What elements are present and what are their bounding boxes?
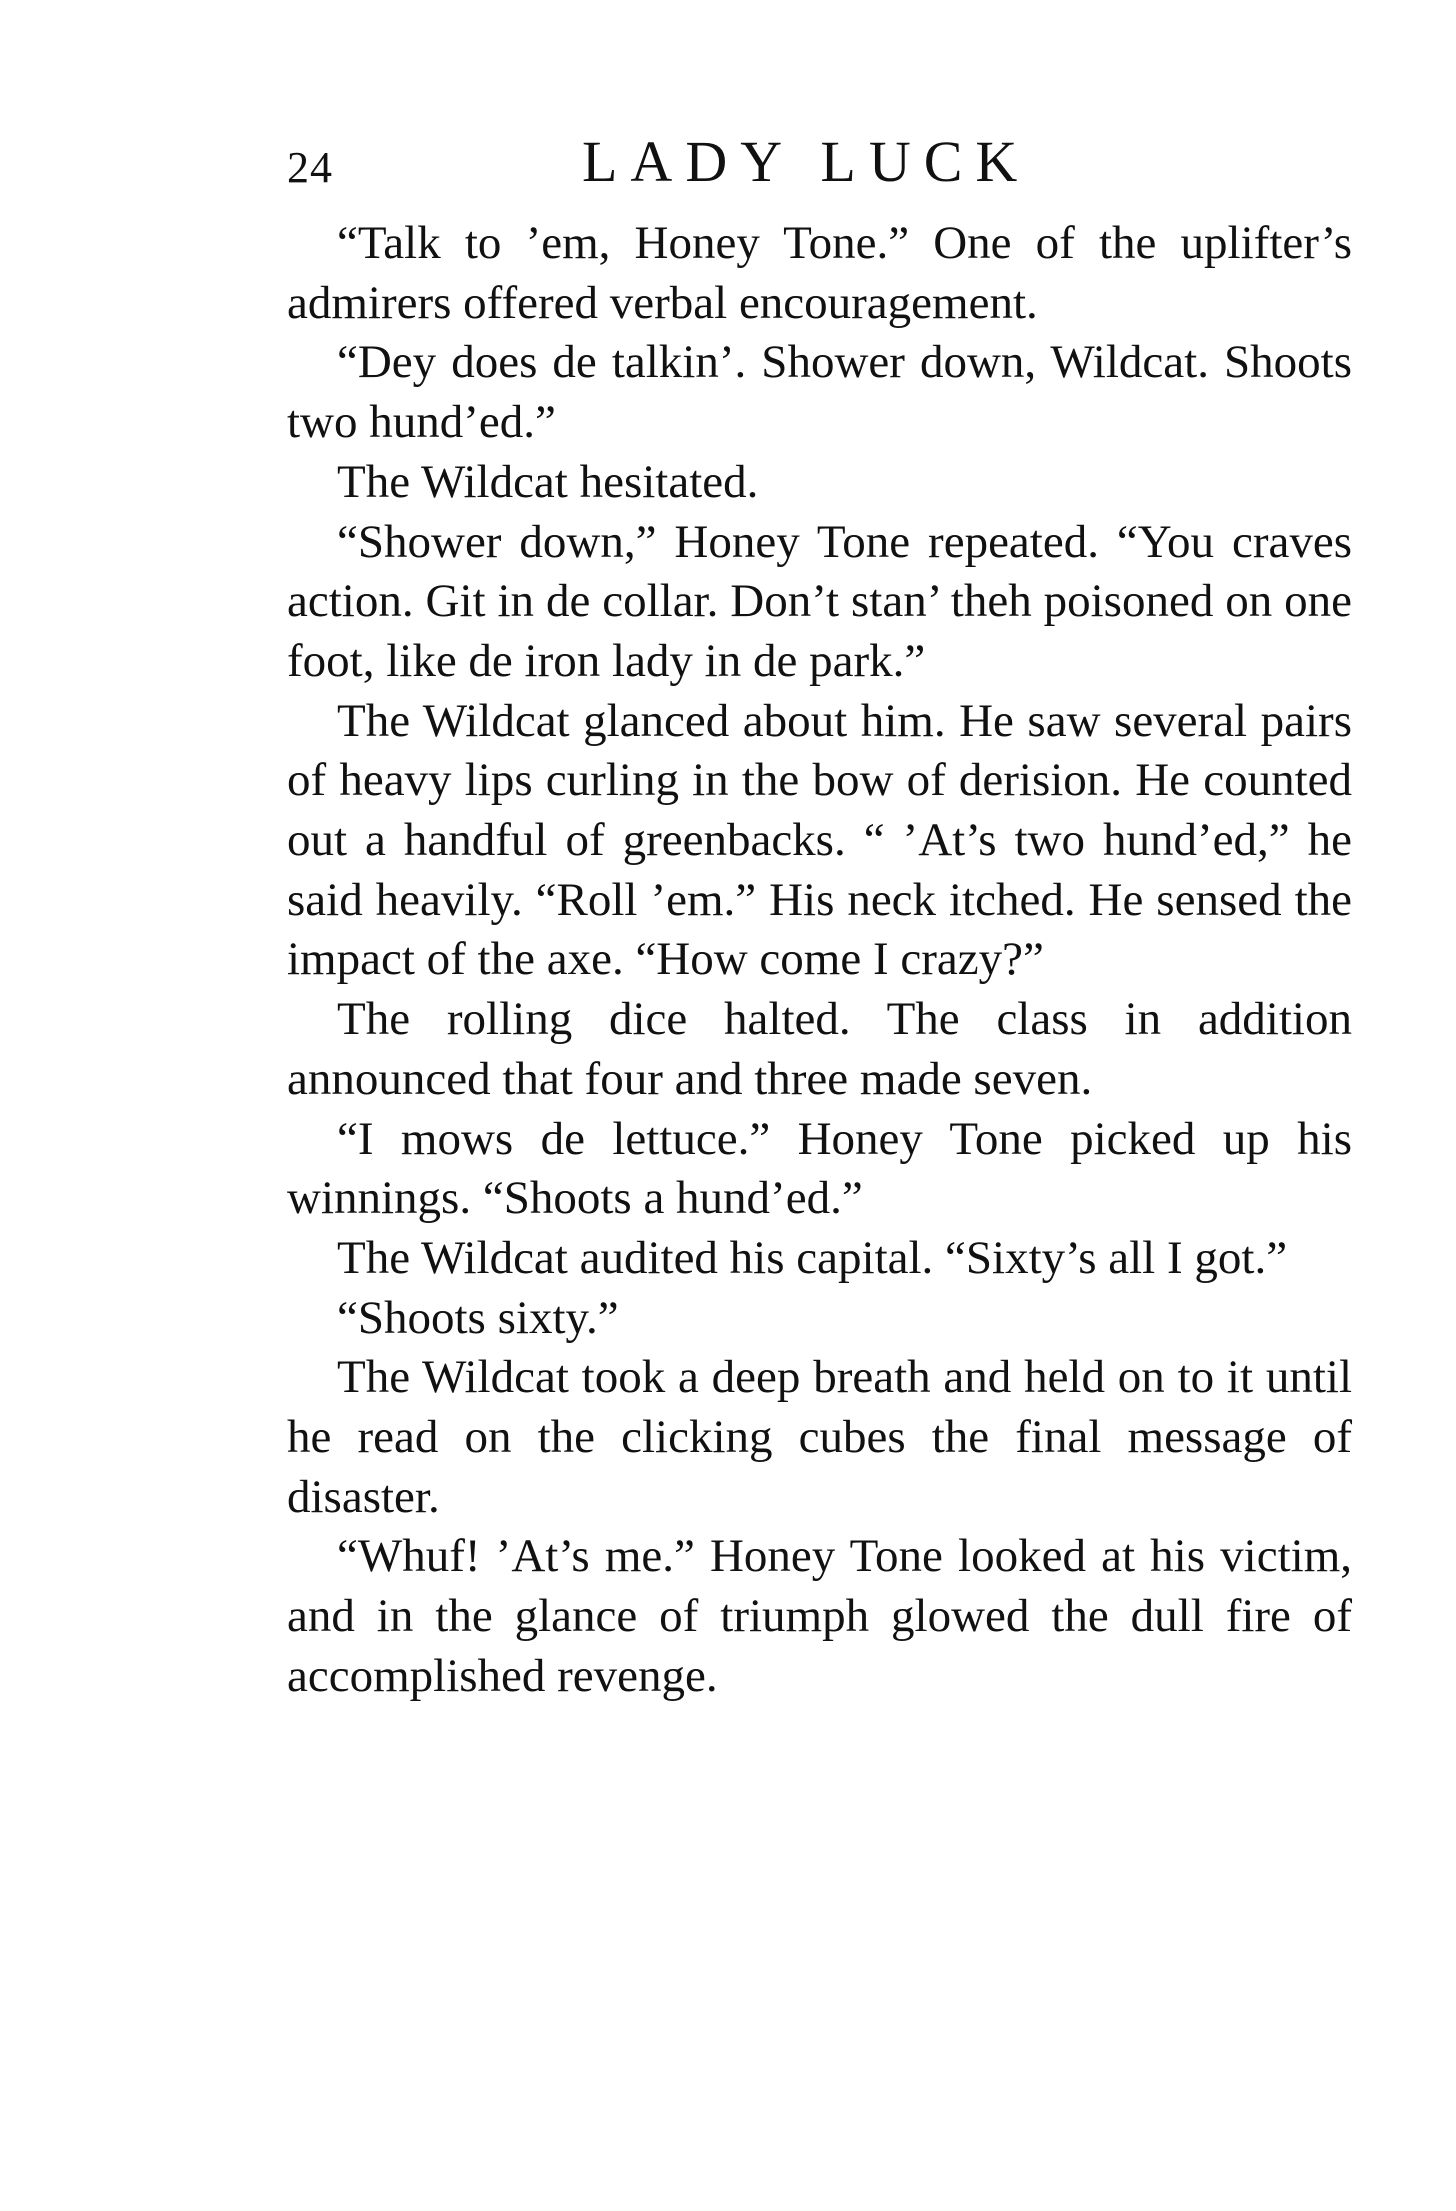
paragraph: The Wildcat glanced about him. He saw several pairs of heavy lips curling in the bow of derision. He counted out a handful of greenbacks. “ ’At’s two hund’ed,” he said heavily. “Roll ’em.” His neck itched. He sensed the impact of the axe. “How come I crazy?” <box>287 694 1352 986</box>
book-title: LADY LUCK <box>582 129 1031 194</box>
paragraph: “Shoots sixty.” <box>337 1291 619 1344</box>
paragraph: “I mows de lettuce.” Honey Tone picked up his winnings. “Shoots a hund’ed.” <box>287 1112 1352 1225</box>
paragraph: “Shower down,” Honey Tone repeated. “You craves action. Git in de collar. Don’t stan’ theh poisoned on one foot, like de iron lady in de park.” <box>287 515 1352 687</box>
page-number: 24 <box>287 143 333 192</box>
paragraph: The rolling dice halted. The class in addition announced that four and three made seven. <box>287 993 1352 1105</box>
paragraph: “Dey does de talkin’. Shower down, Wildcat. Shoots two hund’ed.” <box>287 336 1352 449</box>
paragraph: The Wildcat hesitated. <box>337 455 759 508</box>
paragraph: The Wildcat audited his capital. “Sixty’s all I got.” <box>337 1231 1288 1284</box>
paragraph: “Whuf! ’At’s me.” Honey Tone looked at his victim, and in the glance of triumph glowed the dull fire of accomplished revenge. <box>287 1530 1352 1702</box>
paragraph: The Wildcat took a deep breath and held on to it until he read on the clicking cubes the final message of disaster. <box>287 1351 1352 1523</box>
paragraph: “Talk to ’em, Honey Tone.” One of the uplifter’s admirers offered verbal encouragement. <box>287 217 1352 329</box>
running-head <box>287 128 1352 198</box>
body-text <box>287 214 1352 1707</box>
